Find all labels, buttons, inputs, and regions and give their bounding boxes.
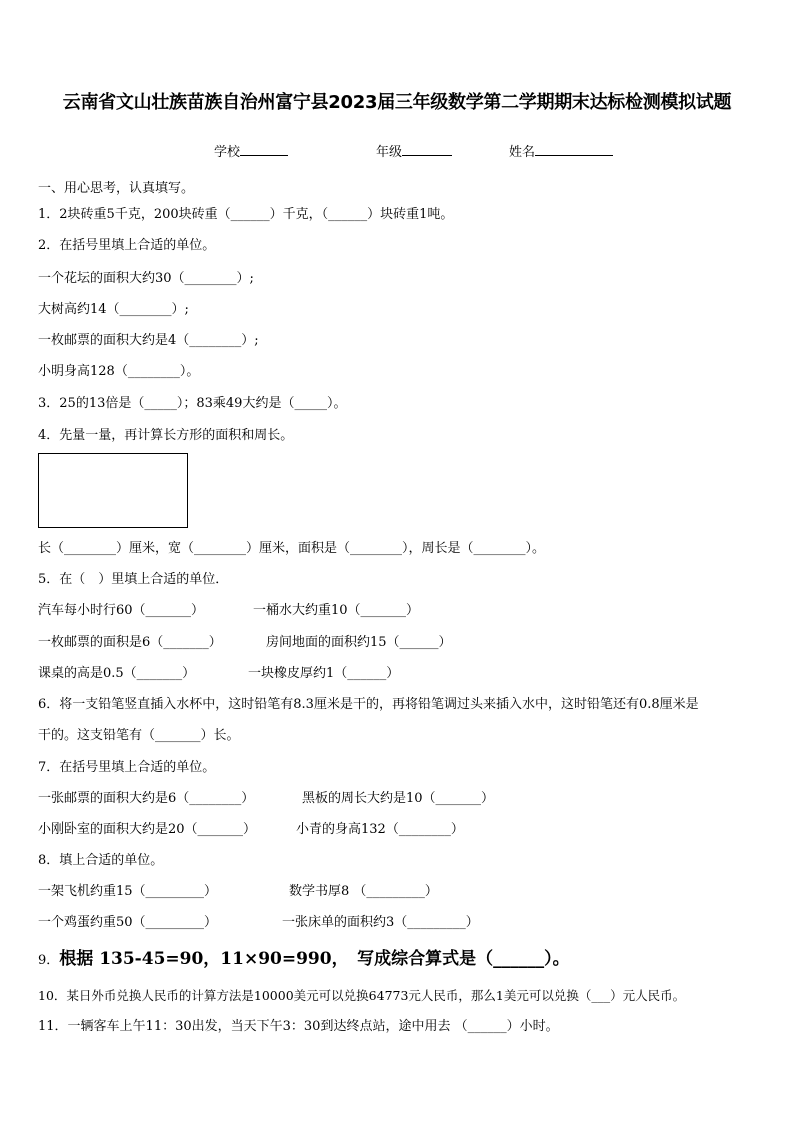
school-label: 学校	[214, 145, 241, 160]
page-title: 云南省文山壮族苗族自治州富宁县2023届三年级数学第二学期期末达标检测模拟试题	[62, 92, 732, 113]
question-6-line1: 6．将一支铅笔竖直插入水杯中，这时铅笔有8.3厘米是干的，再将铅笔调过头来插入水中，这时铅笔还有0.8厘米是	[38, 697, 699, 712]
question-2-a: 一个花坛的面积大约30（________）;	[38, 271, 254, 286]
question-7-b: 黑板的周长大约是10（_______）	[302, 791, 495, 806]
name-label: 姓名	[509, 145, 536, 160]
question-5-stem: 5．在（ ）里填上合适的单位．	[38, 572, 229, 587]
question-5-c: 一枚邮票的面积是6（_______）	[38, 635, 222, 650]
question-7-stem: 7．在括号里填上合适的单位。	[38, 760, 216, 775]
question-2-b: 大树高约14（________）;	[38, 302, 189, 317]
grade-label: 年级	[376, 145, 403, 160]
question-9-text: 根据 135-45=90，11×90=990， 写成综合算式是（______）。	[59, 949, 570, 969]
question-8-c: 一个鸡蛋约重50（_________）	[38, 915, 218, 930]
question-7-c: 小刚卧室的面积大约是20（_______）	[38, 822, 257, 837]
school-blank[interactable]	[240, 143, 288, 156]
question-5-e: 课桌的高是0.5（_______）	[38, 666, 196, 681]
question-4-answer: 长（________）厘米，宽（________）厘米，面积是（________），周长是（________）。	[38, 541, 546, 556]
question-5-d: 房间地面的面积约15（______）	[266, 635, 452, 650]
question-4-stem: 4．先量一量，再计算长方形的面积和周长。	[38, 428, 294, 443]
question-9-number: 9．	[38, 953, 60, 968]
question-5-a: 汽车每小时行60（_______）	[38, 603, 205, 618]
name-field	[509, 141, 613, 160]
grade-blank[interactable]	[402, 143, 452, 156]
school-field	[214, 141, 288, 160]
question-2-c: 一枚邮票的面积大约是4（________）;	[38, 333, 259, 348]
question-5-b: 一桶水大约重10（_______）	[253, 603, 420, 618]
question-7-d: 小青的身高132（________）	[296, 822, 464, 837]
question-2-d: 小明身高128（________）。	[38, 364, 200, 379]
question-6-line2: 干的。这支铅笔有（_______）长。	[38, 728, 240, 743]
question-8-stem: 8．填上合适的单位。	[38, 853, 164, 868]
question-8-a: 一架飞机约重15（_________）	[38, 884, 218, 899]
question-11: 11．一辆客车上午11：30出发，当天下午3：30到达终点站，途中用去 （______）小时。	[38, 1019, 559, 1034]
question-8-b: 数学书厚8 （_________）	[289, 884, 438, 899]
grade-field	[376, 141, 452, 160]
question-9	[38, 951, 570, 969]
section-heading: 一、用心思考，认真填写。	[38, 181, 195, 196]
name-blank[interactable]	[535, 143, 613, 156]
rectangle-figure	[38, 453, 188, 528]
question-10: 10．某日外币兑换人民币的计算方法是10000美元可以兑换64773元人民币，那么1美元可以兑换（___）元人民币。	[38, 988, 686, 1003]
question-2-stem: 2．在括号里填上合适的单位。	[38, 238, 216, 253]
question-8-d: 一张床单的面积约3（_________）	[282, 915, 479, 930]
question-7-a: 一张邮票的面积大约是6（________）	[38, 791, 255, 806]
question-3: 3．25的13倍是（_____）；83乘49大约是（_____）。	[38, 396, 347, 411]
question-1: 1．2块砖重5千克，200块砖重（______）千克，（______）块砖重1吨。	[38, 207, 454, 222]
question-5-f: 一块橡皮厚约1（______）	[248, 666, 400, 681]
